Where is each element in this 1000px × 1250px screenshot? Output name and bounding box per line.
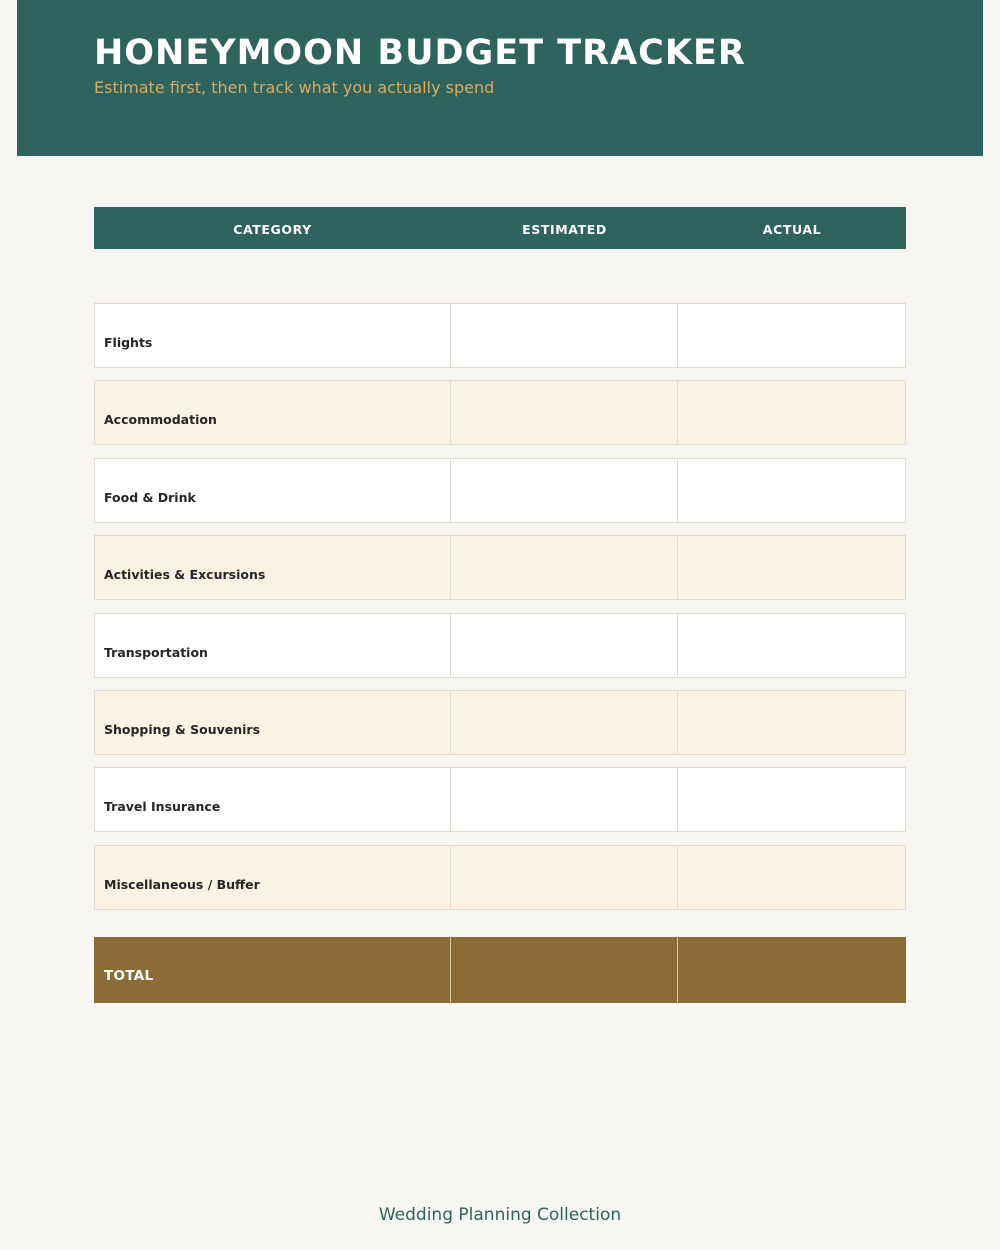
estimated-cell[interactable] bbox=[451, 614, 678, 677]
column-header-estimated: ESTIMATED bbox=[522, 222, 607, 237]
table-row bbox=[94, 845, 906, 910]
category-label: Activities & Excursions bbox=[104, 567, 266, 583]
estimated-cell[interactable] bbox=[451, 846, 678, 909]
category-label: Accommodation bbox=[104, 412, 217, 428]
estimated-cell[interactable] bbox=[451, 691, 678, 754]
category-label: Shopping & Souvenirs bbox=[104, 721, 261, 737]
category-label: Transportation bbox=[104, 644, 208, 660]
total-actual-cell[interactable] bbox=[678, 937, 906, 1003]
column-header-actual: ACTUAL bbox=[762, 222, 822, 237]
category-cell bbox=[95, 768, 451, 831]
column-header-category: CATEGORY bbox=[233, 222, 312, 237]
actual-cell[interactable] bbox=[678, 846, 905, 909]
total-row bbox=[94, 937, 906, 1003]
category-cell bbox=[95, 614, 451, 677]
category-cell bbox=[95, 691, 451, 754]
table-row bbox=[94, 303, 906, 368]
category-label: Flights bbox=[104, 335, 153, 350]
actual-cell[interactable] bbox=[678, 768, 905, 831]
table-row bbox=[94, 458, 906, 523]
table-header bbox=[94, 207, 906, 249]
category-cell bbox=[95, 536, 451, 599]
category-cell bbox=[95, 459, 451, 522]
total-label-cell bbox=[94, 937, 451, 1003]
actual-cell[interactable] bbox=[678, 304, 905, 367]
page-title: HONEYMOON BUDGET TRACKER bbox=[94, 33, 746, 73]
estimated-cell[interactable] bbox=[451, 459, 678, 522]
actual-cell[interactable] bbox=[678, 614, 905, 677]
table-row bbox=[94, 767, 906, 832]
table-row bbox=[94, 535, 906, 600]
estimated-cell[interactable] bbox=[451, 536, 678, 599]
footer-text: Wedding Planning Collection bbox=[378, 1205, 622, 1225]
page-subtitle: Estimate first, then track what you actually spend bbox=[94, 78, 495, 97]
total-estimated-cell[interactable] bbox=[451, 937, 678, 1003]
actual-cell[interactable] bbox=[678, 459, 905, 522]
estimated-cell[interactable] bbox=[451, 768, 678, 831]
estimated-cell[interactable] bbox=[451, 381, 678, 444]
category-cell bbox=[95, 381, 451, 444]
total-label: TOTAL bbox=[104, 968, 154, 984]
actual-cell[interactable] bbox=[678, 691, 905, 754]
category-label: Miscellaneous / Buffer bbox=[104, 876, 260, 892]
table-row bbox=[94, 380, 906, 445]
actual-cell[interactable] bbox=[678, 381, 905, 444]
category-cell bbox=[95, 304, 451, 367]
header-banner bbox=[17, 0, 983, 156]
budget-table-body bbox=[94, 303, 906, 922]
category-cell bbox=[95, 846, 451, 909]
category-label: Food & Drink bbox=[104, 489, 196, 505]
actual-cell[interactable] bbox=[678, 536, 905, 599]
estimated-cell[interactable] bbox=[451, 304, 678, 367]
table-row bbox=[94, 690, 906, 755]
category-label: Travel Insurance bbox=[104, 799, 221, 815]
table-row bbox=[94, 613, 906, 678]
